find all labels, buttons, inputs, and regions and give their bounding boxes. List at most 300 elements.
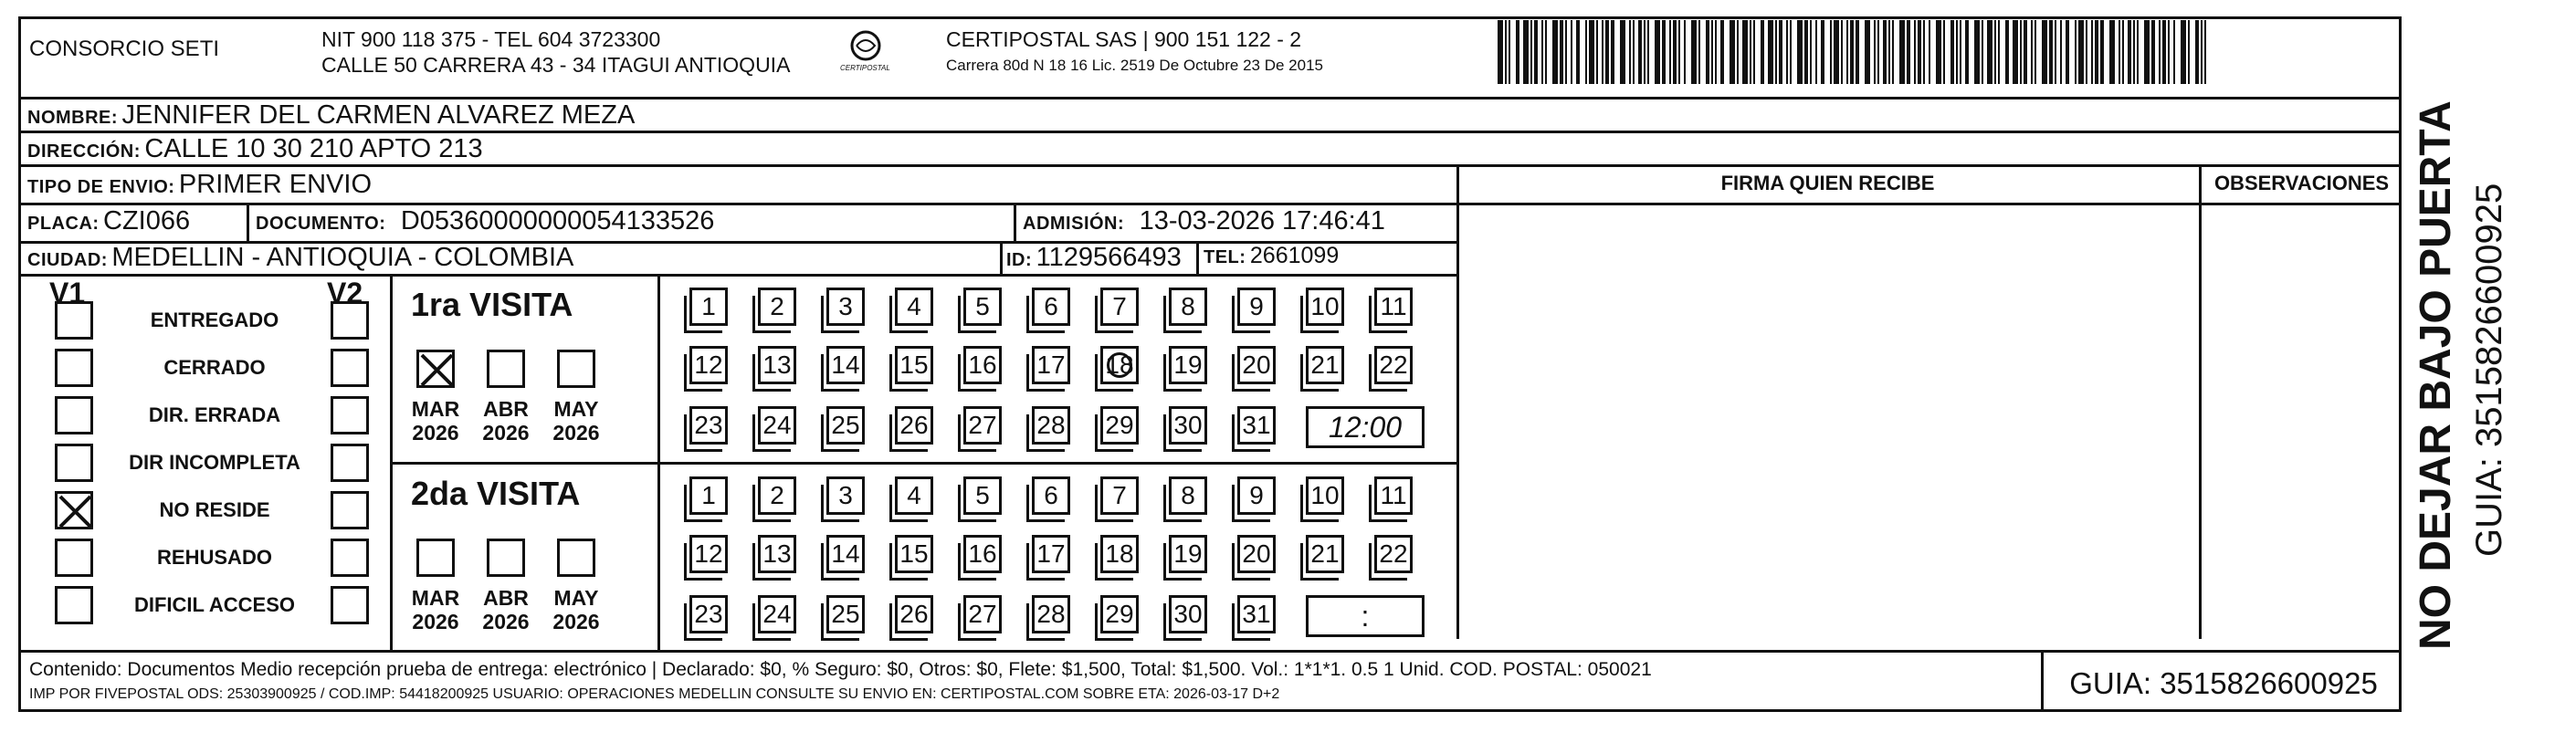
month-year: 2026 <box>552 610 600 633</box>
day-box[interactable] <box>1169 476 1207 515</box>
barcode-bar <box>2013 20 2018 84</box>
day-box[interactable] <box>1306 535 1344 573</box>
id-field <box>1006 243 1182 273</box>
tipo-value: PRIMER ENVIO <box>178 170 373 199</box>
day-box[interactable] <box>1374 346 1413 384</box>
day-box[interactable] <box>1237 406 1276 445</box>
barcode-bar <box>2119 20 2120 84</box>
day-number: 25 <box>831 600 860 628</box>
tipo-field <box>27 170 372 200</box>
barcode-bar <box>1655 20 1660 84</box>
day-box[interactable] <box>758 476 796 515</box>
day-number: 4 <box>907 481 921 509</box>
status-label: CERRADO <box>163 356 266 379</box>
v1-label: V1 <box>49 277 86 309</box>
day-box[interactable] <box>689 346 728 384</box>
day-number: 27 <box>968 600 997 628</box>
day-box[interactable] <box>758 535 796 573</box>
month-checkbox[interactable] <box>416 539 455 577</box>
day-box[interactable] <box>1100 535 1139 573</box>
placa-label: PLACA: <box>27 214 100 234</box>
month-checkbox[interactable] <box>487 539 525 577</box>
v2-checkbox[interactable] <box>331 491 369 529</box>
day-number: 21 <box>1310 351 1340 379</box>
day-box[interactable] <box>963 406 1002 445</box>
nit-line: NIT 900 118 375 - TEL 604 3723300 <box>321 27 661 51</box>
v2-checkbox[interactable] <box>331 539 369 577</box>
barcode-bar <box>1620 20 1625 84</box>
v1-checkbox[interactable] <box>55 396 93 434</box>
barcode-bar <box>1602 20 1603 84</box>
barcode-bar <box>1883 20 1887 84</box>
x-mark-icon <box>419 352 457 391</box>
status-label: DIFICIL ACCESO <box>133 593 295 616</box>
v1-checkbox[interactable] <box>55 444 93 482</box>
month-label <box>544 397 608 445</box>
day-box[interactable] <box>1374 535 1413 573</box>
day-box[interactable] <box>1100 346 1139 384</box>
month-year: 2026 <box>412 610 459 633</box>
barcode <box>1498 20 2228 84</box>
barcode-bar <box>1856 20 1859 84</box>
barcode-bar <box>2122 20 2124 84</box>
day-box[interactable] <box>1100 288 1139 326</box>
month-label <box>404 397 468 445</box>
barcode-bar <box>1865 20 1870 84</box>
footer-print-line: IMP POR FIVEPOSTAL ODS: 25303900925 / COD.IMP: 54418200925 USUARIO: OPERACIONES MEDELLIN CONSULTE SU ENVIO EN: CERTIPOSTAL.COM SOBRE ETA: 2026-03-17 D+2 <box>29 686 1280 702</box>
v1-checkbox[interactable] <box>55 349 93 387</box>
day-number: 6 <box>1044 481 1058 509</box>
placa-value: CZI066 <box>103 206 191 235</box>
barcode-bar <box>1633 20 1635 84</box>
logo-text: CERTIPOSTAL <box>840 64 890 72</box>
nombre-label: NOMBRE: <box>27 108 119 128</box>
day-number: 11 <box>1380 481 1407 509</box>
barcode-bar <box>1516 20 1519 84</box>
barcode-bar <box>1750 20 1751 84</box>
month-label <box>474 586 538 633</box>
barcode-bar <box>1907 20 1910 84</box>
day-number: 22 <box>1379 351 1408 379</box>
day-box[interactable] <box>1100 406 1139 445</box>
barcode-bar <box>1786 20 1788 84</box>
barcode-bar <box>1888 20 1890 84</box>
day-number: 10 <box>1310 481 1340 509</box>
barcode-bar <box>1565 20 1567 84</box>
barcode-bar <box>1678 20 1680 84</box>
barcode-bar <box>1960 20 1961 84</box>
barcode-bar <box>1804 20 1808 84</box>
month-checkbox[interactable] <box>557 539 595 577</box>
direccion-value: CALLE 10 30 210 APTO 213 <box>144 134 483 163</box>
day-box[interactable] <box>758 595 796 633</box>
v2-label: V2 <box>327 277 363 309</box>
day-box[interactable] <box>1169 288 1207 326</box>
day-box[interactable] <box>1169 406 1207 445</box>
barcode-bar <box>1589 20 1594 84</box>
certipostal-logo <box>838 27 893 78</box>
day-number: 1 <box>701 481 716 509</box>
day-box[interactable] <box>758 406 796 445</box>
circle-mark-icon <box>1107 352 1132 378</box>
month-label <box>474 397 538 445</box>
barcode-bar <box>1956 20 1958 84</box>
barcode-bar <box>1821 20 1824 84</box>
barcode-bar <box>1691 20 1697 84</box>
barcode-bar <box>2128 20 2131 84</box>
day-box[interactable] <box>689 288 728 326</box>
barcode-bar <box>1918 20 1921 84</box>
day-number: 12 <box>694 351 723 379</box>
day-box[interactable] <box>826 346 865 384</box>
day-box[interactable] <box>1100 476 1139 515</box>
day-box[interactable] <box>963 535 1002 573</box>
barcode-bar <box>2109 20 2115 84</box>
barcode-bar <box>2078 20 2084 84</box>
v2-checkbox[interactable] <box>331 444 369 482</box>
day-number: 24 <box>762 600 792 628</box>
barcode-bar <box>2151 20 2155 84</box>
day-number: 9 <box>1249 481 1264 509</box>
barcode-bar <box>1715 20 1717 84</box>
barcode-bar <box>1877 20 1879 84</box>
barcode-bar <box>1647 20 1649 84</box>
barcode-bar <box>2159 20 2161 84</box>
barcode-bar <box>2042 20 2047 84</box>
barcode-bar <box>2005 20 2009 84</box>
month-checkbox[interactable] <box>557 350 595 388</box>
day-box[interactable] <box>758 346 796 384</box>
barcode-bar <box>2031 20 2033 84</box>
day-number: 23 <box>694 600 723 628</box>
day-box[interactable] <box>1237 346 1276 384</box>
day-box[interactable] <box>1237 288 1276 326</box>
barcode-bar <box>2204 20 2206 84</box>
barcode-bar <box>2144 20 2150 84</box>
direccion-field <box>27 134 483 164</box>
day-number: 31 <box>1242 600 1271 628</box>
barcode-bar <box>2024 20 2027 84</box>
status-label: ENTREGADO <box>150 309 279 331</box>
day-box[interactable] <box>1100 595 1139 633</box>
barcode-bar <box>1711 20 1713 84</box>
certipostal-line2: Carrera 80d N 18 16 Lic. 2519 De Octubre 23 De 2015 <box>946 57 1323 74</box>
documento-field <box>256 206 714 236</box>
day-number: 7 <box>1112 292 1127 320</box>
status-label: DIR INCOMPLETA <box>129 451 300 474</box>
day-number: 3 <box>838 481 853 509</box>
barcode-bar <box>1629 20 1631 84</box>
day-number: 7 <box>1112 481 1127 509</box>
barcode-bar <box>1552 20 1558 84</box>
ciudad-value: MEDELLIN - ANTIOQUIA - COLOMBIA <box>111 243 574 272</box>
day-box[interactable] <box>826 406 865 445</box>
barcode-bar <box>1998 20 2000 84</box>
time-field[interactable]: : <box>1306 595 1425 637</box>
barcode-bar <box>1611 20 1614 84</box>
day-box[interactable] <box>1032 346 1070 384</box>
barcode-bar <box>2195 20 2199 84</box>
day-box[interactable] <box>1306 288 1344 326</box>
day-box[interactable] <box>1237 476 1276 515</box>
id-label: ID: <box>1006 250 1033 270</box>
day-box[interactable] <box>826 288 865 326</box>
barcode-bar <box>2049 20 2053 84</box>
barcode-bar <box>1596 20 1598 84</box>
nombre-value: JENNIFER DEL CARMEN ALVAREZ MEZA <box>121 100 636 130</box>
day-box[interactable] <box>826 595 865 633</box>
barcode-bar <box>1523 20 1529 84</box>
barcode-bar <box>1720 20 1724 84</box>
month-name: MAR <box>411 586 460 610</box>
month-name: MAR <box>411 397 460 421</box>
barcode-bar <box>1698 20 1700 84</box>
day-number: 5 <box>975 292 990 320</box>
day-box[interactable] <box>1374 288 1413 326</box>
day-number: 31 <box>1242 411 1271 439</box>
day-number: 12 <box>694 539 723 568</box>
v1-checkbox[interactable] <box>55 301 93 340</box>
barcode-bar <box>1899 20 1905 84</box>
v1-checkbox[interactable] <box>55 491 93 529</box>
day-number: 19 <box>1173 539 1203 568</box>
month-label <box>404 586 468 633</box>
month-year: 2026 <box>482 610 530 633</box>
day-box[interactable] <box>963 595 1002 633</box>
barcode-bar <box>2201 20 2203 84</box>
barcode-bar <box>1779 20 1782 84</box>
day-box[interactable] <box>1169 595 1207 633</box>
barcode-bar <box>1761 20 1764 84</box>
barcode-bar <box>1874 20 1876 84</box>
day-number: 13 <box>762 351 792 379</box>
day-box[interactable] <box>1169 535 1207 573</box>
barcode-bar <box>1914 20 1916 84</box>
day-box[interactable] <box>895 595 933 633</box>
footer-content-line: Contenido: Documentos Medio recepción prueba de entrega: electrónico | Declarado: $0, % Seguro: $0, Otros: $0, Flete: $1,500, Total: $1,500. Vol.: 1*1*1. 0.5 1 Unid. COD. POSTAL: 050021 <box>29 659 1652 680</box>
barcode-bar <box>1994 20 1996 84</box>
barcode-bar <box>1841 20 1843 84</box>
v1-checkbox[interactable] <box>55 586 93 624</box>
barcode-bar <box>1530 20 1532 84</box>
tipo-label: TIPO DE ENVIO: <box>27 177 175 197</box>
day-box[interactable] <box>1237 595 1276 633</box>
day-box[interactable] <box>689 535 728 573</box>
barcode-bar <box>2181 20 2186 84</box>
day-box[interactable] <box>826 535 865 573</box>
month-checkbox[interactable] <box>487 350 525 388</box>
day-box[interactable] <box>895 346 933 384</box>
v2-checkbox[interactable] <box>331 396 369 434</box>
barcode-bar <box>2055 20 2056 84</box>
status-label: NO RESIDE <box>159 498 270 521</box>
day-number: 8 <box>1181 481 1195 509</box>
certipostal-line1: CERTIPOSTAL SAS | 900 151 122 - 2 <box>946 27 1302 51</box>
barcode-bar <box>1834 20 1839 84</box>
barcode-bar <box>1737 20 1739 84</box>
day-number: 29 <box>1105 411 1134 439</box>
day-box[interactable] <box>826 476 865 515</box>
firma-header: FIRMA QUIEN RECIBE <box>1720 172 1935 194</box>
barcode-bar <box>1753 20 1755 84</box>
day-box[interactable] <box>689 406 728 445</box>
barcode-bar <box>1509 20 1510 84</box>
barcode-bar <box>1498 20 1503 84</box>
barcode-bar <box>1850 20 1854 84</box>
day-number: 6 <box>1044 292 1058 320</box>
barcode-bar <box>2020 20 2022 84</box>
day-number: 17 <box>1036 351 1066 379</box>
direccion-label: DIRECCIÓN: <box>27 141 141 162</box>
month-name: ABR <box>483 397 529 421</box>
tel-label: TEL: <box>1204 247 1246 267</box>
barcode-bar <box>1775 20 1777 84</box>
barcode-bar <box>1987 20 1992 84</box>
day-box[interactable] <box>1032 535 1070 573</box>
address-line: CALLE 50 CARRERA 43 - 34 ITAGUI ANTIOQUIA <box>321 53 791 77</box>
barcode-bar <box>2100 20 2104 84</box>
barcode-bar <box>2095 20 2098 84</box>
documento-value: D05360000000054133526 <box>400 206 715 235</box>
day-box[interactable] <box>1032 406 1070 445</box>
barcode-bar <box>2168 20 2170 84</box>
barcode-bar <box>1790 20 1792 84</box>
barcode-bar <box>1673 20 1677 84</box>
v2-checkbox[interactable] <box>331 349 369 387</box>
barcode-bar <box>1662 20 1666 84</box>
observaciones-header: OBSERVACIONES <box>2213 172 2390 194</box>
month-checkbox[interactable] <box>416 350 455 388</box>
barcode-bar <box>1929 20 1930 84</box>
admision-field <box>1023 206 1385 236</box>
barcode-bar <box>1936 20 1941 84</box>
footer-guia: GUIA: 3515826600925 <box>2069 666 2378 700</box>
day-number: 15 <box>899 539 929 568</box>
day-number: 5 <box>975 481 990 509</box>
time-field[interactable]: 12:00 <box>1306 406 1425 448</box>
barcode-bar <box>1846 20 1848 84</box>
day-box[interactable] <box>895 288 933 326</box>
id-value: 1129566493 <box>1036 243 1182 272</box>
barcode-bar <box>1684 20 1686 84</box>
day-box[interactable] <box>963 288 1002 326</box>
day-box[interactable] <box>1306 476 1344 515</box>
barcode-bar <box>1669 20 1671 84</box>
day-box[interactable] <box>895 406 933 445</box>
day-box[interactable] <box>963 476 1002 515</box>
placa-field <box>27 206 190 236</box>
day-box[interactable] <box>1169 346 1207 384</box>
side-guia: GUIA: 3515826600925 <box>2469 183 2509 557</box>
x-mark-icon <box>58 494 96 532</box>
ciudad-field <box>27 243 573 273</box>
day-number: 9 <box>1249 292 1264 320</box>
barcode-bar <box>2188 20 2190 84</box>
status-label: DIR. ERRADA <box>148 403 281 426</box>
barcode-bar <box>1730 20 1735 84</box>
barcode-bar <box>1545 20 1547 84</box>
day-box[interactable] <box>758 288 796 326</box>
barcode-bar <box>1638 20 1642 84</box>
day-number: 17 <box>1036 539 1066 568</box>
visit-title: 1ra VISITA <box>411 286 573 323</box>
day-number: 16 <box>968 351 997 379</box>
barcode-bar <box>2162 20 2166 84</box>
month-year: 2026 <box>552 421 600 445</box>
barcode-bar <box>1644 20 1645 84</box>
day-box[interactable] <box>689 595 728 633</box>
day-number: 14 <box>831 351 860 379</box>
admision-value: 13-03-2026 17:46:41 <box>1139 206 1385 235</box>
barcode-bar <box>1742 20 1748 84</box>
day-number: 2 <box>770 292 784 320</box>
barcode-bar <box>1923 20 1925 84</box>
barcode-bar <box>2075 20 2077 84</box>
day-number: 18 <box>1105 351 1134 379</box>
barcode-bar <box>1571 20 1572 84</box>
day-number: 30 <box>1173 600 1203 628</box>
day-box[interactable] <box>689 476 728 515</box>
day-number: 25 <box>831 411 860 439</box>
barcode-bar <box>1505 20 1507 84</box>
day-box[interactable] <box>963 346 1002 384</box>
day-number: 18 <box>1105 539 1134 568</box>
day-number: 14 <box>831 539 860 568</box>
day-box[interactable] <box>1374 476 1413 515</box>
day-box[interactable] <box>1237 535 1276 573</box>
barcode-bar <box>2066 20 2069 84</box>
admision-label: ADMISIÓN: <box>1023 214 1125 234</box>
day-box[interactable] <box>1032 595 1070 633</box>
barcode-bar <box>1815 20 1817 84</box>
nombre-field <box>27 100 635 131</box>
day-number: 19 <box>1173 351 1203 379</box>
day-number: 28 <box>1036 600 1066 628</box>
day-box[interactable] <box>1032 476 1070 515</box>
barcode-bar <box>2086 20 2087 84</box>
day-number: 29 <box>1105 600 1134 628</box>
day-box[interactable] <box>1306 346 1344 384</box>
day-box[interactable] <box>1032 288 1070 326</box>
v2-checkbox[interactable] <box>331 586 369 624</box>
month-name: MAY <box>553 397 599 421</box>
day-number: 20 <box>1242 539 1271 568</box>
barcode-bar <box>1797 20 1803 84</box>
month-name: ABR <box>483 586 529 610</box>
day-box[interactable] <box>895 476 933 515</box>
day-number: 20 <box>1242 351 1271 379</box>
barcode-bar <box>1534 20 1538 84</box>
v2-checkbox[interactable] <box>331 301 369 340</box>
day-number: 26 <box>899 411 929 439</box>
side-warning: NO DEJAR BAJO PUERTA <box>2412 100 2460 650</box>
day-number: 8 <box>1181 292 1195 320</box>
barcode-bar <box>2060 20 2062 84</box>
day-box[interactable] <box>895 535 933 573</box>
barcode-bar <box>1585 20 1587 84</box>
day-number: 1 <box>701 292 716 320</box>
day-number: 16 <box>968 539 997 568</box>
v1-checkbox[interactable] <box>55 539 93 577</box>
barcode-bar <box>1541 20 1543 84</box>
day-number: 15 <box>899 351 929 379</box>
day-number: 21 <box>1310 539 1340 568</box>
visit-title: 2da VISITA <box>411 475 581 512</box>
day-number: 2 <box>770 481 784 509</box>
barcode-bar <box>1768 20 1773 84</box>
barcode-bar <box>2091 20 2093 84</box>
day-number: 22 <box>1379 539 1408 568</box>
